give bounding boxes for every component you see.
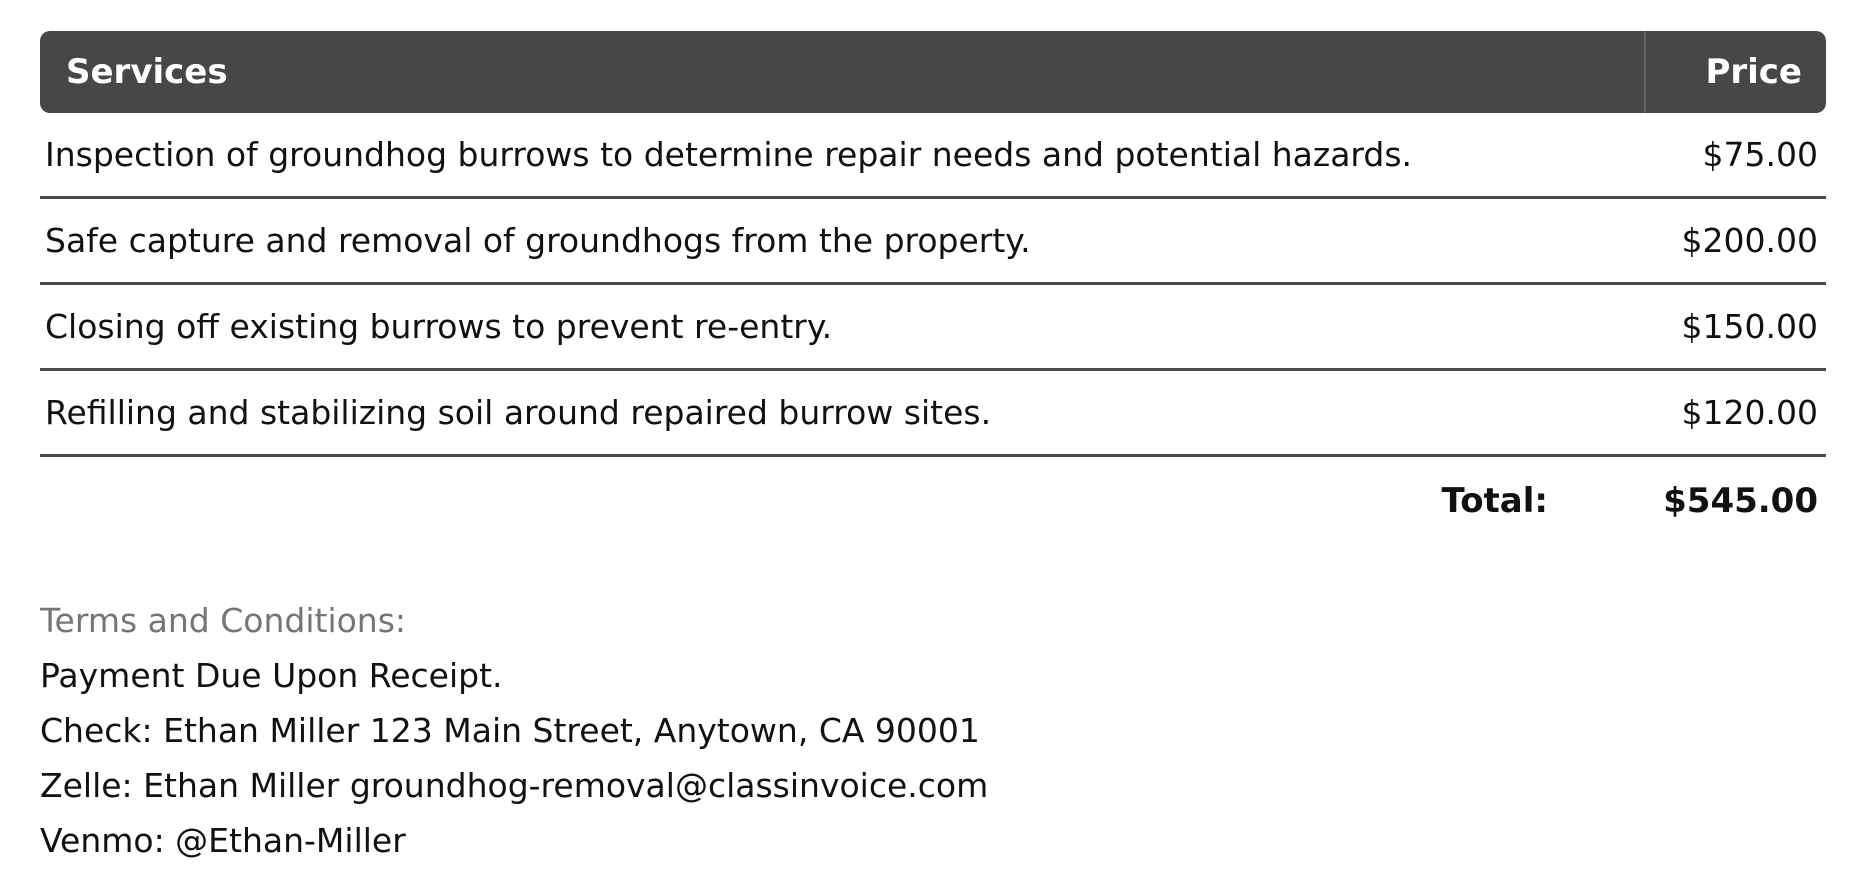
table-row: [40, 371, 1826, 457]
column-header-price: Price: [1644, 31, 1826, 113]
terms-line-payment-due: Payment Due Upon Receipt.: [40, 656, 503, 695]
table-header: [40, 31, 1826, 113]
service-price: $200.00: [1644, 199, 1826, 285]
service-price: $120.00: [1644, 371, 1826, 457]
service-price: $150.00: [1644, 285, 1826, 371]
terms-section: [40, 593, 1826, 868]
total-row: [40, 457, 1826, 545]
table-body: [40, 113, 1826, 457]
terms-line-zelle: Zelle: Ethan Miller groundhog-removal@classinvoice.com: [40, 766, 989, 805]
services-table: [40, 31, 1826, 545]
service-description: Refilling and stabilizing soil around repaired burrow sites.: [40, 371, 1644, 457]
terms-line-check: Check: Ethan Miller 123 Main Street, Anytown, CA 90001: [40, 711, 980, 750]
terms-heading: Terms and Conditions:: [40, 601, 407, 640]
total-label: Total:: [1441, 481, 1548, 521]
service-description: Safe capture and removal of groundhogs from the property.: [40, 199, 1644, 285]
service-price: $75.00: [1644, 113, 1826, 199]
terms-line-venmo: Venmo: @Ethan-Miller: [40, 821, 406, 860]
service-description: Inspection of groundhog burrows to determine repair needs and potential hazards.: [40, 113, 1644, 199]
table-row: [40, 199, 1826, 285]
table-row: [40, 285, 1826, 371]
table-header-row: [40, 31, 1826, 113]
total-value: $545.00: [1663, 481, 1818, 521]
table-footer: [40, 457, 1826, 545]
service-description: Closing off existing burrows to prevent re-entry.: [40, 285, 1644, 371]
table-row: [40, 113, 1826, 199]
column-header-services: Services: [40, 31, 1644, 113]
